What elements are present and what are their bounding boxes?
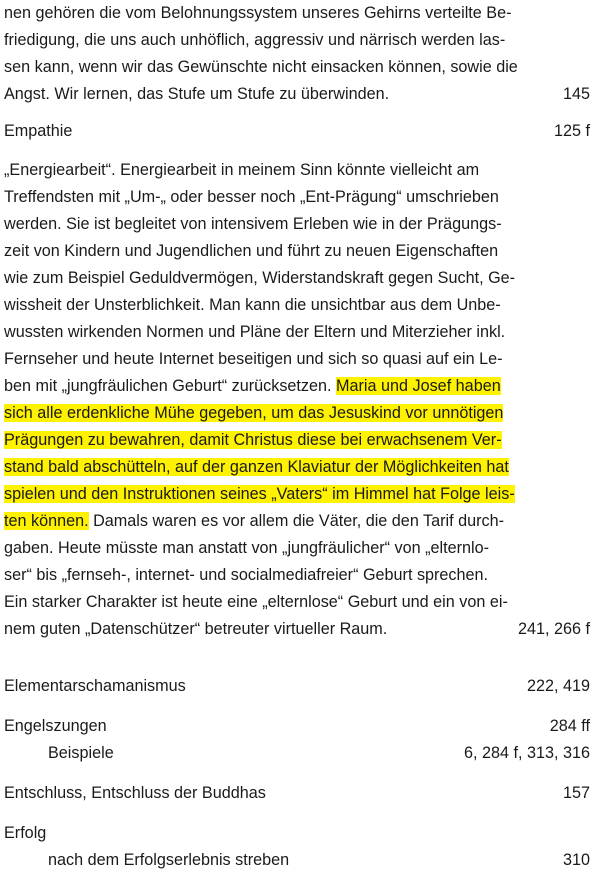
text-line: „Energiearbeit“. Energiearbeit in meinem Sinn könnte vielleicht am <box>4 161 480 179</box>
page-reference: 284 ff <box>549 717 590 735</box>
text-line <box>4 81 590 108</box>
text-line: wussten wirkenden Normen und Pläne der Eltern und Miterzieher inkl. <box>4 323 506 341</box>
text-line: werden. Sie ist begleitet von intensivem Erleben wie in der Prägungs- <box>4 215 502 233</box>
text-line <box>4 481 590 508</box>
page-reference: 157 <box>562 784 590 802</box>
index-entry-elementarschamanismus <box>4 673 590 700</box>
text-line <box>4 427 590 454</box>
highlighted-text: Maria und Josef haben <box>336 377 501 395</box>
text-line: Fernseher und heute Internet beseitigen und sich so quasi auf ein Le- <box>4 350 503 368</box>
text-line: friedigung, die uns auch unhöflich, aggressiv und närrisch werden las- <box>4 31 506 49</box>
index-term: Beispiele <box>48 744 114 762</box>
text-line: wissheit der Unsterblichkeit. Man kann die unsichtbar aus dem Unbe- <box>4 296 501 314</box>
index-term: nach dem Erfolgserlebnis streben <box>48 851 290 869</box>
index-term: Empathie <box>4 122 73 140</box>
index-term: Entschluss, Entschluss der Buddhas <box>4 784 266 802</box>
index-term: Elementarschamanismus <box>4 677 186 695</box>
text-line <box>4 454 590 481</box>
text-line <box>4 373 590 400</box>
index-entry-empathie <box>4 118 590 145</box>
text-line: Ein starker Charakter ist heute eine „elternlose“ Geburt und ein von ei- <box>4 593 508 611</box>
text-segment: ben mit „jungfräulichen Geburt“ zurücksetzen. <box>4 377 337 395</box>
page-reference: 145 <box>562 85 590 103</box>
page-reference: 222, 419 <box>526 677 590 695</box>
text-line: wie zum Beispiel Geduldvermögen, Widerstandskraft gegen Sucht, Ge- <box>4 269 516 287</box>
page-reference: 241, 266 f <box>517 620 590 638</box>
highlighted-text: spielen und den Instruktionen seines „Vaters“ im Himmel hat Folge leis- <box>4 485 515 503</box>
text-line <box>4 616 590 643</box>
highlighted-text: ten können. <box>4 512 89 530</box>
index-entry-erfolg: Erfolg <box>4 824 47 842</box>
text-line <box>4 400 590 427</box>
highlighted-text: stand bald abschütteln, auf der ganzen Klaviatur der Möglichkeiten hat <box>4 458 509 476</box>
text-line-content: Angst. Wir lernen, das Stufe um Stufe zu überwinden. <box>4 85 390 103</box>
highlighted-text: Prägungen zu bewahren, damit Christus diese bei erwachsenem Ver- <box>4 431 502 449</box>
index-entry-entschluss <box>4 780 590 807</box>
highlighted-text: sich alle erdenkliche Mühe gegeben, um das Jesuskind vor unnötigen <box>4 404 504 422</box>
page-reference: 6, 284 f, 313, 316 <box>463 744 590 762</box>
text-segment: Damals waren es vor allem die Väter, die den Tarif durch- <box>88 512 504 530</box>
index-entry-engelszungen <box>4 713 590 740</box>
text-line: nen gehören die vom Belohnungssystem unseres Gehirns verteilte Be- <box>4 4 512 22</box>
text-line: sen kann, wenn wir das Gewünschte nicht einsacken können, sowie die <box>4 58 518 76</box>
text-line: Treffendsten mit „Um-„ oder besser noch „Ent-Prägung“ umschrieben <box>4 188 499 206</box>
index-term: Engelszungen <box>4 717 107 735</box>
page-reference: 310 <box>562 851 590 869</box>
page-reference: 125 f <box>553 122 590 140</box>
text-line: ser“ bis „fernseh-, internet- und socialmediafreier“ Geburt sprechen. <box>4 566 489 584</box>
index-subentry-beispiele <box>48 740 590 767</box>
text-line: gaben. Heute müsste man anstatt von „jungfräulicher“ von „elternlo- <box>4 539 489 557</box>
text-line-content: nem guten „Datenschützer“ betreuter virtueller Raum. <box>4 620 388 638</box>
index-subentry-erfolgserlebnis <box>48 847 590 874</box>
text-line: zeit von Kindern und Jugendlichen und führt zu neuen Eigenschaften <box>4 242 499 260</box>
text-line <box>4 508 590 535</box>
